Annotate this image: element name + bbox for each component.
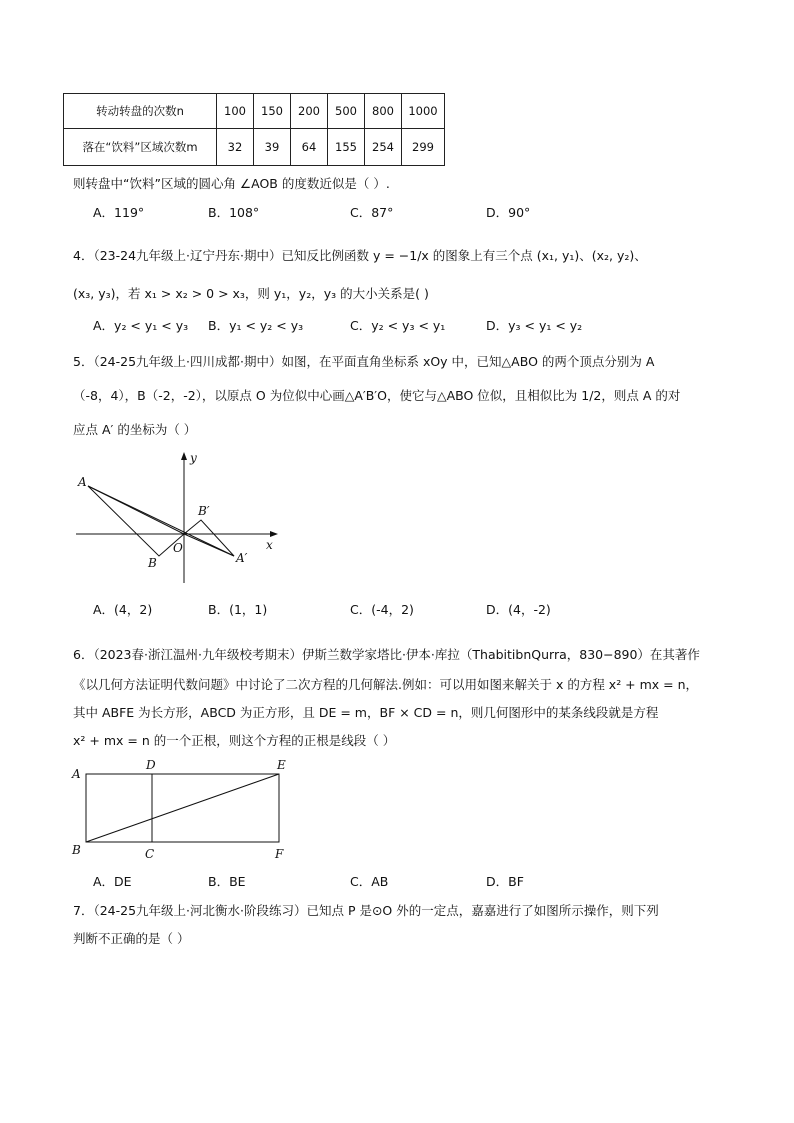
q6-stem-line3: 其中 ABFE 为长方形，ABCD 为正方形，且 DE = m，BF × CD = n，则几何图形中的某条线段就是方程: [73, 705, 659, 720]
q3-option-d[interactable]: D．90°: [486, 205, 531, 220]
q4-stem-line2: (x₃, y₃)，若 x₁ > x₂ > 0 > x₃，则 y₁，y₂，y₃ 的大小关系是( ): [73, 286, 429, 301]
line-a-ap: [88, 486, 234, 556]
label-o: O: [173, 541, 183, 555]
q6-stem-line4: x² + mx = n 的一个正根，则这个方程的正根是线段（ ）: [73, 733, 396, 748]
table-cell: 32: [217, 129, 254, 166]
q4-option-a[interactable]: A．y₂ < y₁ < y₃: [93, 318, 189, 333]
segment-be: [86, 774, 279, 842]
label-x: x: [266, 538, 273, 552]
q5-stem-line1: 5．（24-25九年级上·四川成都·期中）如图，在平面直角坐标系 xOy 中，已知△ABO 的两个顶点分别为 A: [73, 354, 655, 369]
q3-option-b[interactable]: B．108°: [208, 205, 260, 220]
q5-stem-line3: 应点 A′ 的坐标为（ ）: [73, 422, 197, 437]
q6-option-a[interactable]: A．DE: [93, 874, 132, 889]
table-header-cell: 落在“饮料”区域次数m: [64, 129, 217, 166]
q7-stem-line1: 7．（24-25九年级上·河北衡水·阶段练习）已知点 P 是⊙O 外的一定点，嘉嘉进行了如图所示操作，则下列: [73, 903, 659, 918]
table-cell: 800: [365, 94, 402, 129]
table-row: [64, 129, 445, 166]
table-header-cell: 转动转盘的次数n: [64, 94, 217, 129]
table-cell: 155: [328, 129, 365, 166]
frequency-table: [63, 93, 445, 166]
q5-option-a[interactable]: A．(4，2): [93, 602, 153, 617]
q6-option-c[interactable]: C．AB: [350, 874, 389, 889]
q5-coordinate-figure: [70, 445, 290, 590]
triangle-apbpo: [184, 520, 234, 556]
label-ap: A′: [236, 551, 248, 565]
table-cell: 200: [291, 94, 328, 129]
q5-stem-line2: （-8，4），B（-2，-2），以原点 O 为位似中心画△A′B′O，使它与△ABO 位似，且相似比为 1/2，则点 A 的对: [73, 388, 681, 403]
triangle-abo: [88, 486, 184, 556]
q6-option-d[interactable]: D．BF: [486, 874, 524, 889]
q3-stem: 则转盘中“饮料”区域的圆心角 ∠AOB 的度数近似是（ ）.: [73, 176, 390, 191]
label-y: y: [190, 451, 197, 465]
q4-option-d[interactable]: D．y₃ < y₁ < y₂: [486, 318, 583, 333]
q5-option-c[interactable]: C．(-4，2): [350, 602, 414, 617]
label-d: D: [146, 758, 156, 772]
label-b: B: [72, 843, 81, 857]
label-a: A: [72, 767, 81, 781]
table-row: [64, 94, 445, 129]
q3-option-a[interactable]: A．119°: [93, 205, 145, 220]
table-cell: 1000: [402, 94, 445, 129]
q6-stem-line2: 《以几何方法证明代数问题》中讨论了二次方程的几何解法.例如：可以用如图来解关于 x 的方程 x² + mx = n，: [73, 677, 699, 692]
q5-option-b[interactable]: B．(1，1): [208, 602, 268, 617]
q6-option-b[interactable]: B．BE: [208, 874, 246, 889]
label-a: A: [78, 475, 87, 489]
table-cell: 299: [402, 129, 445, 166]
q7-stem-line2: 判断不正确的是（ ）: [73, 931, 190, 946]
q5-option-d[interactable]: D．(4，-2): [486, 602, 551, 617]
q4-stem-line1: 4．（23-24九年级上·辽宁丹东·期中）已知反比例函数 y = −1/x 的图象上有三个点 (x₁, y₁)、(x₂, y₂)、: [73, 248, 647, 263]
y-axis-arrow-icon: [181, 452, 187, 460]
table-cell: 39: [254, 129, 291, 166]
table-cell: 150: [254, 94, 291, 129]
label-e: E: [277, 758, 286, 772]
q4-option-b[interactable]: B．y₁ < y₂ < y₃: [208, 318, 304, 333]
label-f: F: [275, 847, 284, 861]
table-cell: 100: [217, 94, 254, 129]
table-cell: 254: [365, 129, 402, 166]
label-c: C: [145, 847, 155, 861]
q6-rectangle-figure: [66, 754, 306, 864]
label-bp: B′: [198, 504, 210, 518]
q6-stem-line1: 6．（2023春·浙江温州·九年级校考期末）伊斯兰数学家塔比·伊本·库拉（ThabitibnQurra，830−890）在其著作: [73, 647, 700, 662]
q3-option-c[interactable]: C．87°: [350, 205, 394, 220]
table-cell: 64: [291, 129, 328, 166]
q4-option-c[interactable]: C．y₂ < y₃ < y₁: [350, 318, 446, 333]
label-b: B: [148, 556, 157, 570]
x-axis-arrow-icon: [270, 531, 278, 537]
table-cell: 500: [328, 94, 365, 129]
